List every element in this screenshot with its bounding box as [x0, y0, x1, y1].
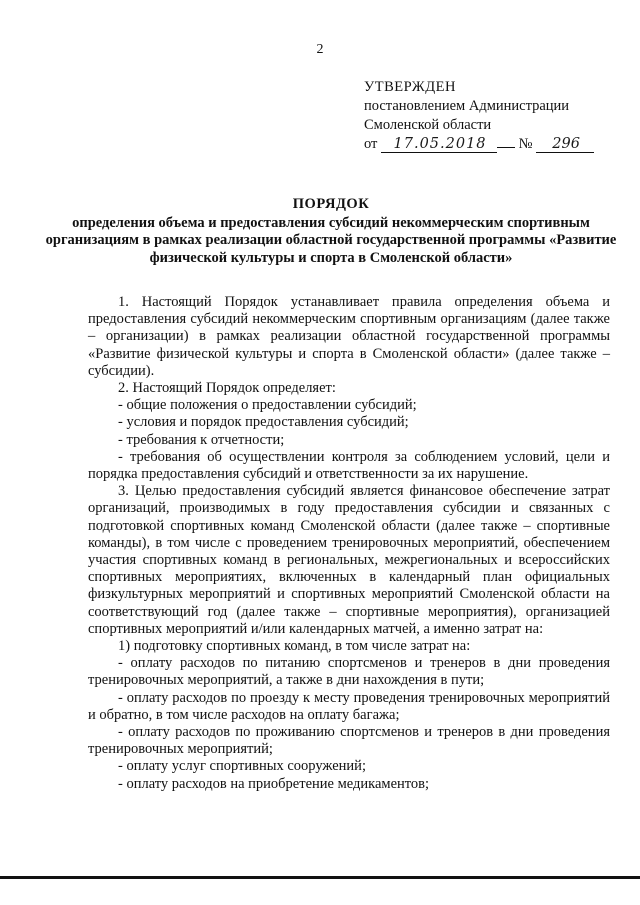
- document-subtitle: определения объема и предоставления субсидий некоммерческим спортивным организациям в рамках реализации областной государственной программы «Развитие физической культуры и спорта в Смоленской области»: [45, 214, 617, 266]
- approval-block: [364, 78, 594, 154]
- list-item: - оплату расходов по проезду к месту проведения тренировочных мероприятий и обратно, в том числе расходов на оплату багажа;: [88, 689, 610, 723]
- list-item: - общие положения о предоставлении субсидий;: [118, 397, 417, 414]
- document-heading: [40, 196, 622, 267]
- handwritten-date: 17.05.2018: [381, 137, 497, 153]
- document-body: [88, 294, 610, 793]
- list-item: - оплату услуг спортивных сооружений;: [118, 758, 366, 775]
- list-item: - условия и порядок предоставления субсидий;: [118, 414, 409, 431]
- paragraph-3: 3. Целью предоставления субсидий является финансовое обеспечение затрат организаций, производимых в году предоставления субсидии и связанных с подготовкой спортивных команд Смоленской области (далее также – спортивные команды), в том числе с проведением тренировочных мероприятий, обеспечением участия спортивных команд в региональных, межрегиональных и всероссийских спортивных мероприятиях, включенных в календарный план официальных физкультурных мероприятий и спортивных мероприятий Смоленской области на соответствующий год (далее также – спортивные мероприятия), организацией спортивных мероприятий и/или календарных матчей, а именно затрат на:: [88, 483, 610, 637]
- list-item: - оплату расходов по проживанию спортсменов и тренеров в дни проведения тренировочных мероприятий;: [88, 724, 610, 758]
- date-blank: [497, 135, 515, 148]
- list-item: - требования об осуществлении контроля за соблюдением условий, цели и порядка предоставления субсидий и ответственности за их нарушение.: [88, 448, 610, 483]
- page-bottom-rule: [0, 876, 640, 879]
- number-prefix: №: [518, 136, 533, 152]
- list-item: - оплату расходов по питанию спортсменов и тренеров в дни проведения тренировочных мероприятий, а также в дни нахождения в пути;: [88, 655, 610, 689]
- approval-title: УТВЕРЖДЕН: [364, 79, 456, 95]
- document-title: ПОРЯДОК: [292, 196, 370, 212]
- handwritten-number: 296: [536, 137, 594, 153]
- approval-date-line: [364, 135, 594, 154]
- paragraph-1: 1. Настоящий Порядок устанавливает правила определения объема и предоставления субсидий некоммерческим спортивным организациям (далее также – организации) в рамках реализации областной государственной программы «Развитие физической культуры и спорта в Смоленской области» (далее также – субсидии).: [88, 294, 610, 379]
- approval-line-2: Смоленской области: [364, 117, 492, 133]
- list-item: - оплату расходов на приобретение медикаментов;: [118, 775, 430, 792]
- paragraph-2: 2. Настоящий Порядок определяет:: [118, 380, 336, 397]
- date-prefix: от: [364, 136, 378, 152]
- approval-line-1: постановлением Администрации: [364, 98, 570, 114]
- list-item: - требования к отчетности;: [118, 431, 285, 448]
- page-number: 2: [316, 42, 324, 57]
- subparagraph-1: 1) подготовку спортивных команд, в том числе затрат на:: [118, 638, 471, 655]
